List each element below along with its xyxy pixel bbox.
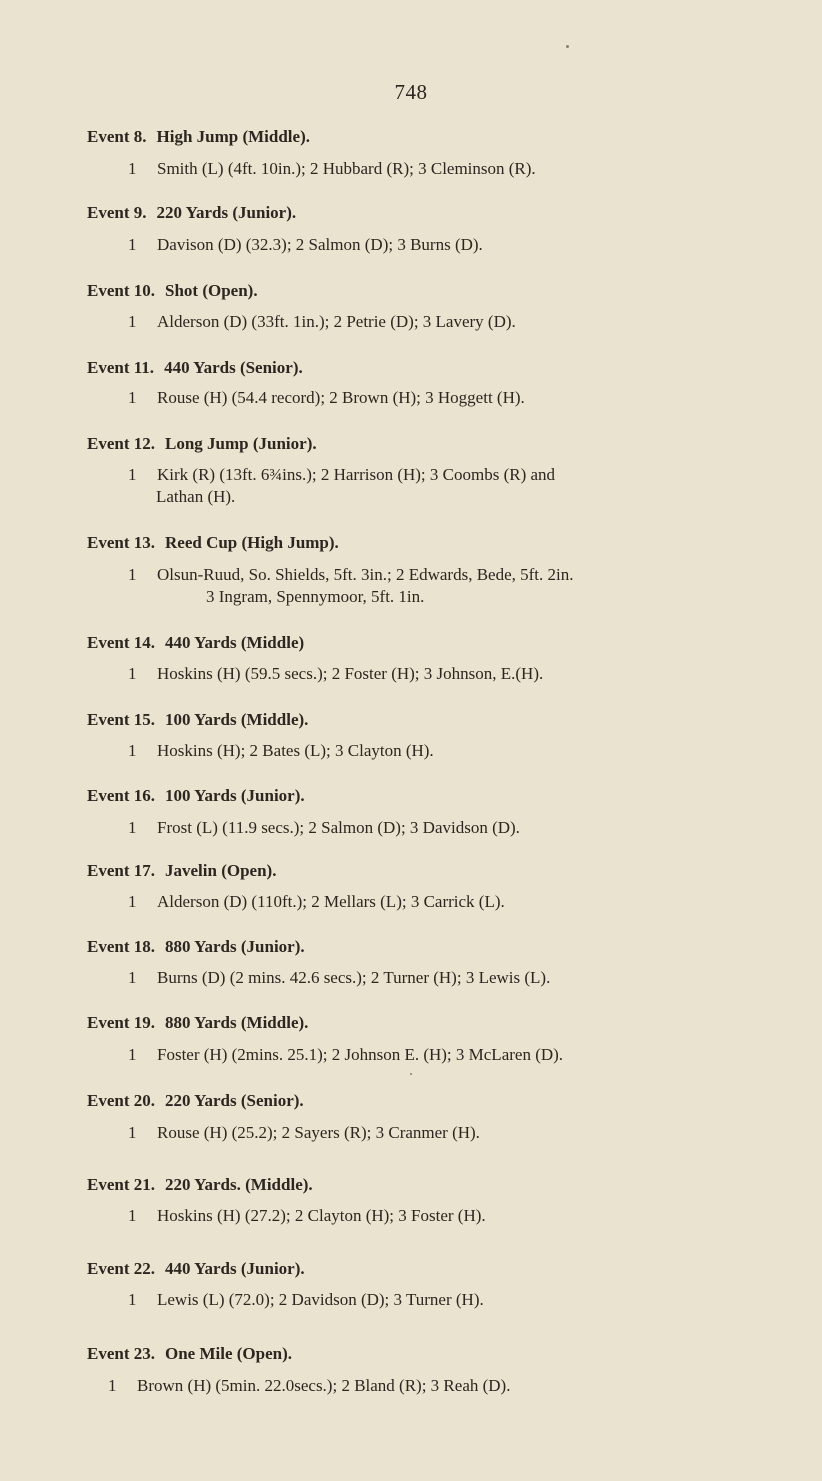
- result-line: [128, 158, 536, 180]
- event-result: [128, 234, 483, 256]
- event-label: Event 19.: [87, 1013, 155, 1032]
- result-line: [128, 234, 483, 256]
- result-text: Olsun-Ruud, So. Shields, 5ft. 3in.; 2 Edwards, Bede, 5ft. 2in.: [157, 565, 574, 584]
- result-text: Hoskins (H); 2 Bates (L); 3 Clayton (H).: [157, 741, 434, 760]
- result-text: Rouse (H) (54.4 record); 2 Brown (H); 3 Hoggett (H).: [157, 388, 525, 407]
- result-text: Lathan (H).: [156, 487, 236, 506]
- event-title: Long Jump (Junior).: [165, 434, 317, 453]
- place-number: 1: [128, 1123, 137, 1142]
- event-heading: [87, 203, 296, 223]
- result-line: [108, 1375, 510, 1397]
- event-label: Event 11.: [87, 358, 155, 377]
- event-title: 440 Yards (Junior).: [165, 1259, 305, 1278]
- event-result: [128, 564, 573, 608]
- place-number: 1: [128, 741, 137, 760]
- place-number: 1: [128, 465, 137, 484]
- event-title: Reed Cup (High Jump).: [165, 533, 339, 552]
- result-text: 3 Ingram, Spennymoor, 5ft. 1in.: [206, 587, 425, 606]
- result-line: [128, 1044, 563, 1066]
- event-title: 440 Yards (Middle): [165, 633, 305, 652]
- event-heading: [87, 937, 305, 957]
- event-heading: [87, 127, 310, 147]
- event-title: Javelin (Open).: [165, 861, 277, 880]
- event-result: [128, 158, 536, 180]
- event-heading: [87, 1091, 304, 1111]
- result-line: [128, 663, 543, 685]
- place-number: 1: [128, 235, 137, 254]
- result-line: [128, 967, 550, 989]
- event-label: Event 23.: [87, 1344, 155, 1363]
- event-label: Event 12.: [87, 434, 155, 453]
- event-heading: [87, 358, 303, 378]
- event-label: Event 18.: [87, 937, 155, 956]
- result-text: Lewis (L) (72.0); 2 Davidson (D); 3 Turner (H).: [157, 1290, 484, 1309]
- result-line: [128, 586, 573, 608]
- result-text: Burns (D) (2 mins. 42.6 secs.); 2 Turner (H); 3 Lewis (L).: [157, 968, 551, 987]
- paper-speck: [566, 45, 569, 48]
- result-text: Davison (D) (32.3); 2 Salmon (D); 3 Burns (D).: [157, 235, 483, 254]
- event-title: 100 Yards (Junior).: [165, 786, 305, 805]
- result-line: [128, 387, 525, 409]
- event-label: Event 15.: [87, 710, 155, 729]
- place-number: 1: [128, 388, 137, 407]
- result-line: [128, 564, 573, 586]
- event-heading: [87, 434, 317, 454]
- paper-speck: [410, 1073, 412, 1075]
- event-heading: [87, 861, 276, 881]
- event-label: Event 14.: [87, 633, 155, 652]
- event-result: [128, 817, 520, 839]
- event-title: High Jump (Middle).: [156, 127, 310, 146]
- event-label: Event 10.: [87, 281, 155, 300]
- event-heading: [87, 786, 305, 806]
- event-title: 220 Yards. (Middle).: [165, 1175, 313, 1194]
- event-title: 440 Yards (Senior).: [164, 358, 303, 377]
- event-label: Event 8.: [87, 127, 147, 146]
- event-heading: [87, 710, 308, 730]
- event-label: Event 20.: [87, 1091, 155, 1110]
- place-number: 1: [128, 664, 137, 683]
- event-title: 220 Yards (Junior).: [156, 203, 297, 222]
- result-line: [128, 1289, 484, 1311]
- result-line: [128, 311, 516, 333]
- event-heading: [87, 1344, 292, 1364]
- result-text: Rouse (H) (25.2); 2 Sayers (R); 3 Cranmer (H).: [157, 1123, 480, 1142]
- event-title: 880 Yards (Middle).: [165, 1013, 309, 1032]
- event-result: [128, 387, 525, 409]
- event-result: [128, 1289, 484, 1311]
- place-number: 1: [128, 892, 137, 911]
- event-label: Event 16.: [87, 786, 155, 805]
- place-number: 1: [128, 565, 137, 584]
- event-result: [128, 311, 516, 333]
- result-text: Hoskins (H) (59.5 secs.); 2 Foster (H); 3 Johnson, E.(H).: [157, 664, 544, 683]
- place-number: 1: [128, 968, 137, 987]
- event-label: Event 13.: [87, 533, 155, 552]
- result-line: [128, 486, 555, 508]
- event-heading: [87, 633, 304, 653]
- result-text: Smith (L) (4ft. 10in.); 2 Hubbard (R); 3 Cleminson (R).: [157, 159, 536, 178]
- place-number: 1: [128, 818, 137, 837]
- event-heading: [87, 1259, 305, 1279]
- result-line: [128, 1205, 486, 1227]
- place-number: 1: [128, 159, 137, 178]
- event-title: 220 Yards (Senior).: [165, 1091, 304, 1110]
- result-line: [128, 740, 434, 762]
- event-result: [128, 464, 555, 508]
- event-result: [128, 967, 550, 989]
- event-result: [128, 891, 505, 913]
- event-result: [128, 1122, 480, 1144]
- place-number: 1: [128, 1290, 137, 1309]
- event-title: Shot (Open).: [165, 281, 258, 300]
- place-number: 1: [108, 1376, 117, 1395]
- result-line: [128, 464, 555, 486]
- event-heading: [87, 281, 258, 301]
- place-number: 1: [128, 1045, 137, 1064]
- event-label: Event 17.: [87, 861, 155, 880]
- event-title: 880 Yards (Junior).: [165, 937, 305, 956]
- event-title: 100 Yards (Middle).: [165, 710, 309, 729]
- event-result: [128, 1205, 486, 1227]
- result-text: Hoskins (H) (27.2); 2 Clayton (H); 3 Foster (H).: [157, 1206, 486, 1225]
- event-heading: [87, 533, 339, 553]
- result-text: Kirk (R) (13ft. 6¾ins.); 2 Harrison (H); 3 Coombs (R) and: [157, 465, 556, 484]
- result-text: Brown (H) (5min. 22.0secs.); 2 Bland (R); 3 Reah (D).: [137, 1376, 511, 1395]
- result-text: Foster (H) (2mins. 25.1); 2 Johnson E. (H); 3 McLaren (D).: [157, 1045, 564, 1064]
- event-result: [128, 663, 543, 685]
- result-line: [128, 817, 520, 839]
- page-number: 748: [394, 80, 428, 104]
- event-result: [108, 1375, 510, 1397]
- event-label: Event 9.: [87, 203, 147, 222]
- result-line: [128, 891, 505, 913]
- result-text: Alderson (D) (33ft. 1in.); 2 Petrie (D); 3 Lavery (D).: [157, 312, 516, 331]
- event-result: [128, 1044, 563, 1066]
- event-label: Event 21.: [87, 1175, 155, 1194]
- event-result: [128, 740, 434, 762]
- result-line: [128, 1122, 480, 1144]
- place-number: 1: [128, 312, 137, 331]
- event-heading: [87, 1175, 313, 1195]
- event-title: One Mile (Open).: [165, 1344, 293, 1363]
- event-heading: [87, 1013, 308, 1033]
- place-number: 1: [128, 1206, 137, 1225]
- event-label: Event 22.: [87, 1259, 155, 1278]
- result-text: Alderson (D) (110ft.); 2 Mellars (L); 3 Carrick (L).: [157, 892, 505, 911]
- result-text: Frost (L) (11.9 secs.); 2 Salmon (D); 3 Davidson (D).: [157, 818, 520, 837]
